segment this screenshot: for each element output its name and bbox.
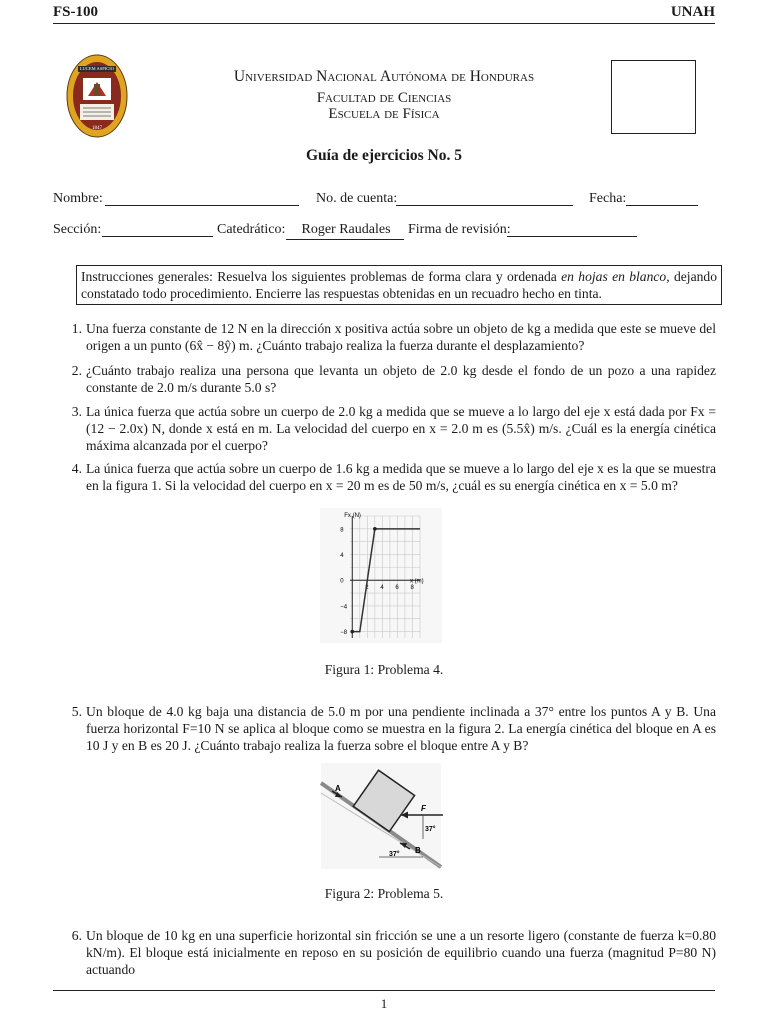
page-title: Guía de ejercicios No. 5: [306, 147, 462, 164]
university-abbrev: UNAH: [670, 4, 715, 20]
problem-text: ¿Cuánto trabajo realiza una persona que levanta un objeto de 2.0 kg desde el fondo de un pozo a una rapidez constante de 2.0 m/s durante 5.0 s?: [86, 363, 716, 395]
figure-1-chart: [320, 508, 442, 643]
faculty-name: Facultad de Ciencias: [316, 90, 452, 106]
instructions-box: [76, 265, 722, 305]
label-f: F: [421, 804, 426, 813]
problem-1: [68, 320, 716, 354]
problem-text: Una fuerza constante de 12 N en la dirección x positiva actúa sobre un objeto de kg a medida que este se mueve del origen a un punto (6x̂ − 8ŷ) m. ¿Cuánto trabajo realiza la fuerza durante el desplazamiento?: [86, 321, 716, 353]
school-name: Escuela de Física: [328, 106, 440, 122]
professor-label: Catedrático:: [217, 222, 286, 237]
problem-2: [68, 362, 716, 396]
x-axis-label: x (m): [410, 578, 424, 585]
account-field[interactable]: [396, 205, 573, 206]
section-label: Sección:: [53, 222, 102, 237]
problem-number: 6.: [71, 928, 82, 943]
seal-year: 1847: [92, 126, 102, 131]
problem-number: 5.: [71, 704, 82, 719]
problem-3: [68, 403, 716, 454]
force-position-graph: [320, 508, 442, 643]
y-tick-label: 0: [340, 578, 344, 585]
x-tick-label: 6: [395, 585, 399, 592]
x-tick-label: 2: [365, 585, 369, 592]
y-tick-label: −4: [340, 604, 348, 611]
date-label: Fecha:: [589, 191, 627, 206]
y-tick-label: 8: [340, 527, 344, 534]
label-b: B: [415, 846, 421, 855]
instructions-text-start: Instrucciones generales: Resuelva los siguientes problemas de forma clara y ordenada: [81, 269, 562, 284]
angle-label-2: 37°: [389, 851, 400, 858]
data-point: [350, 630, 354, 634]
label-a: A: [335, 784, 341, 793]
angle-label-1: 37°: [425, 826, 436, 833]
problem-5: [68, 703, 716, 754]
signature-field[interactable]: [507, 236, 637, 237]
problem-text: Un bloque de 10 kg en una superficie horizontal sin fricción se une a un resorte ligero (constante de fuerza k=0.80 kN/m). El bloque está inicialmente en reposo en su posición de equilibrio cuando una fuerza (magnitud P=80 N) actuando: [86, 928, 716, 977]
seal-motto: LUCEM ASPICIO: [79, 66, 115, 71]
name-field[interactable]: [105, 205, 299, 206]
problem-text: La única fuerza que actúa sobre un cuerpo de 2.0 kg a medida que se mueve a lo largo del eje x está dada por Fx = (12 − 2.0x) N, donde x está en m. La velocidad del cuerpo en x = 2.0 m es (5.5x̂) m/s. ¿Cuál es la energía cinética máxima alcanzada por el cuerpo?: [86, 404, 716, 453]
page-number: 1: [380, 996, 388, 1011]
section-field[interactable]: [102, 236, 213, 237]
problem-number: 2.: [71, 363, 82, 378]
y-tick-label: −8: [340, 630, 348, 637]
data-point: [373, 527, 377, 531]
name-label: Nombre:: [53, 191, 103, 206]
problem-6: [68, 927, 716, 978]
instructions-text-end: , dejando constatado todo procedimiento. Encierre las respuestas obtenidas en un recuadro hecho en tinta.: [81, 269, 717, 301]
problem-text: Un bloque de 4.0 kg baja una distancia de 5.0 m por una pendiente inclinada a 37° entre los puntos A y B. Una fuerza horizontal F=10 N se aplica al bloque como se muestra en la figura 2. La energía cinética del bloque en A es 10 J y en B es 20 J. ¿Cuánto trabajo realiza la fuerza sobre el bloque entre A y B?: [86, 704, 716, 753]
professor-value: Roger Raudales: [301, 222, 391, 237]
header-rule: [53, 23, 715, 24]
problem-number: 1.: [71, 321, 82, 336]
figure-2-caption: Figura 2: Problema 5.: [324, 886, 444, 901]
problem-4: [68, 460, 716, 494]
problem-number: 3.: [71, 404, 82, 419]
x-tick-label: 8: [410, 585, 414, 592]
figure-2-diagram: [315, 763, 447, 869]
y-axis-label: Fx (N): [344, 513, 361, 519]
signature-label: Firma de revisión:: [408, 222, 511, 237]
y-tick-label: 4: [340, 553, 344, 560]
university-name: Universidad Nacional Autónoma de Honduras: [233, 68, 535, 85]
account-label: No. de cuenta:: [316, 191, 398, 206]
professor-underline: [286, 239, 404, 240]
problem-number: 4.: [71, 461, 82, 476]
grade-box: [611, 60, 696, 134]
date-field[interactable]: [626, 205, 698, 206]
course-code: FS-100: [53, 4, 98, 20]
figure-1-caption: Figura 1: Problema 4.: [324, 662, 444, 677]
instructions-text-italic: en hojas en blanco: [561, 269, 667, 284]
x-tick-label: 4: [380, 585, 384, 592]
footer-rule: [53, 990, 715, 991]
problem-text: La única fuerza que actúa sobre un cuerpo de 1.6 kg a medida que se mueve a lo largo del eje x es la que se muestra en la figura 1. Si la velocidad del cuerpo en x = 20 m es de 50 m/s, ¿cuál es su energía cinética en x = 5.0 m?: [86, 461, 716, 493]
